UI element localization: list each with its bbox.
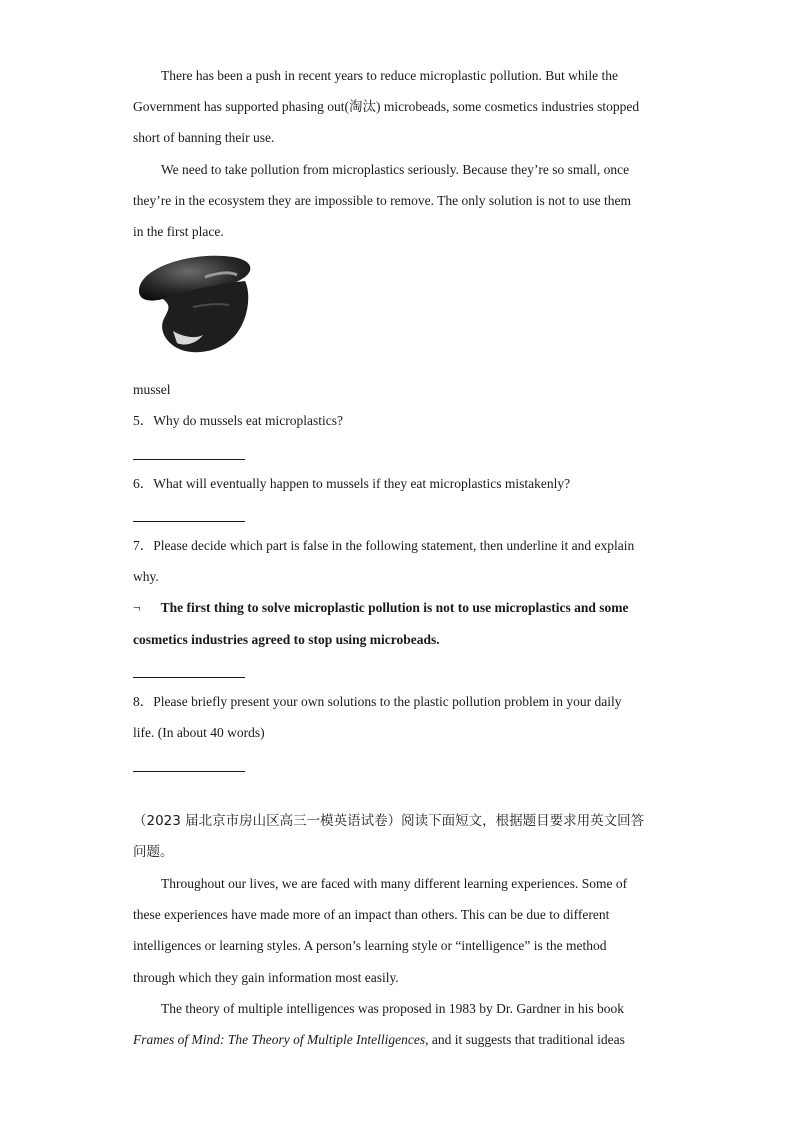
text-line: cosmetics industries agreed to stop using microbeads. xyxy=(133,631,440,647)
text-line: 7．Please decide which part is false in the following statement, then underline it and explain xyxy=(133,538,635,554)
image-caption: mussel xyxy=(133,382,171,398)
text-line xyxy=(133,592,661,623)
question-7-statement xyxy=(133,592,661,654)
paragraph xyxy=(133,993,661,1055)
text-line: they’re in the ecosystem they are impossible to remove. The only solution is not to use them xyxy=(133,192,632,208)
text-line xyxy=(133,1024,661,1055)
answer-blank-6[interactable] xyxy=(133,499,661,530)
section-gap xyxy=(133,780,661,806)
text-fragment: , and it suggests that traditional ideas xyxy=(425,1031,625,1047)
text-line: 问题。 xyxy=(133,843,174,860)
text-line: （2023 届北京市房山区高三一模英语试卷）阅读下面短文，根据题目要求用英文回答 xyxy=(133,812,645,829)
paragraph xyxy=(133,154,661,248)
text-line: short of banning their use. xyxy=(133,130,275,146)
question-8 xyxy=(133,686,661,748)
stray-mark: ¬ xyxy=(133,600,141,616)
answer-blank-8[interactable] xyxy=(133,748,661,779)
mussel-illustration xyxy=(133,247,258,367)
text-line: these experiences have made more of an impact than others. This can be due to different xyxy=(133,907,610,923)
text-line: 8．Please briefly present your own solutions to the plastic pollution problem in your daily xyxy=(133,694,622,709)
document-page xyxy=(133,60,661,1055)
text-line: Government has supported phasing out(淘汰) microbeads, some cosmetics industries stopped xyxy=(133,99,640,115)
question-6: 6．What will eventually happen to mussels if they eat microplastics mistakenly? xyxy=(133,475,571,491)
statement-text: The first thing to solve microplastic pollution is not to use microplastics and some xyxy=(160,600,629,616)
text-line: Throughout our lives, we are faced with many different learning experiences. Some of xyxy=(161,875,628,891)
answer-blank-5[interactable] xyxy=(133,437,661,468)
text-line: There has been a push in recent years to reduce microplastic pollution. But while the xyxy=(161,68,618,83)
text-line: in the first place. xyxy=(133,223,224,239)
section-header xyxy=(133,806,661,868)
paragraph xyxy=(133,868,661,993)
text-line: intelligences or learning styles. A person’s learning style or “intelligence” is the method xyxy=(133,938,607,954)
text-line: why. xyxy=(133,569,159,585)
text-line: life. (In about 40 words) xyxy=(133,725,265,741)
question-7 xyxy=(133,530,661,592)
paragraph xyxy=(133,60,661,154)
text-line: through which they gain information most easily. xyxy=(133,969,399,985)
question-5: 5．Why do mussels eat microplastics? xyxy=(133,413,343,429)
mussel-image xyxy=(133,247,661,374)
answer-blank-7[interactable] xyxy=(133,655,661,686)
text-line: We need to take pollution from microplastics seriously. Because they’re so small, once xyxy=(161,161,630,177)
book-title: Frames of Mind: The Theory of Multiple Intelligences xyxy=(133,1031,426,1047)
text-line: The theory of multiple intelligences was proposed in 1983 by Dr. Gardner in his book xyxy=(161,1000,625,1016)
